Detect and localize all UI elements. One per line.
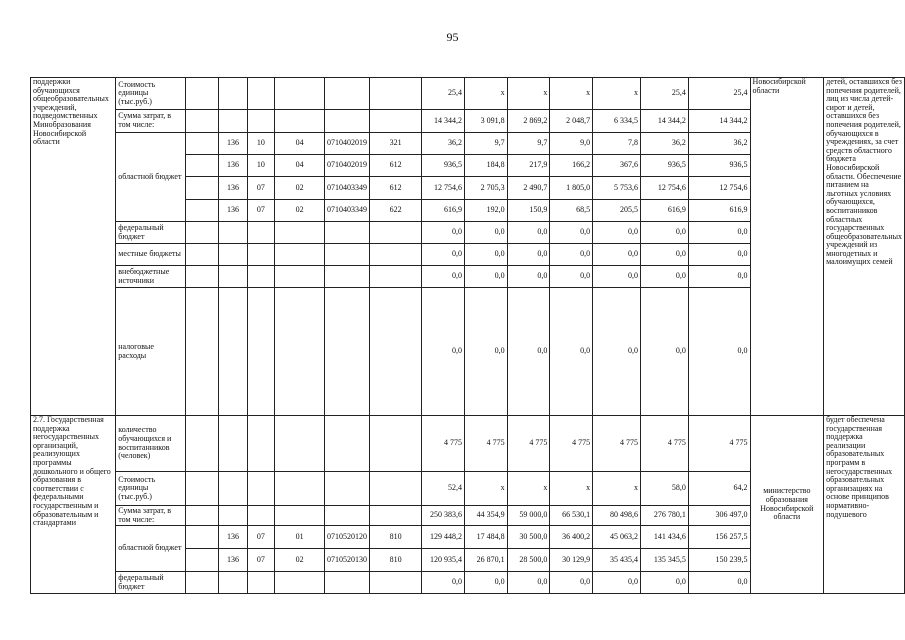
grbs-cell: 136 [219,549,247,572]
empty-cell [325,110,370,133]
value-cell: 0,0 [507,244,550,266]
value-cell: 156 257,5 [688,526,750,549]
row-label-cell: федеральный бюджет [116,222,186,244]
empty-cell [370,78,422,110]
value-cell: 12 754,6 [641,177,689,200]
value-cell: 36,2 [688,133,750,155]
value-cell: x [464,472,507,506]
empty-cell [186,472,219,506]
value-cell: 306 497,0 [688,506,750,526]
value-cell: 4 775 [422,416,465,472]
rz-cell: 07 [247,200,275,222]
table-row [31,416,905,472]
value-cell: 0,0 [464,222,507,244]
empty-cell [247,266,275,288]
empty-cell [370,288,422,416]
value-cell: 0,0 [422,266,465,288]
value-cell: 936,5 [422,155,465,177]
row-label-cell: федеральный бюджет [116,572,186,594]
value-cell: 150 239,5 [688,549,750,572]
csr-cell: 0710402019 [325,133,370,155]
value-cell: 7,8 [593,133,641,155]
value-cell: 58,0 [641,472,689,506]
value-cell: 2 869,2 [507,110,550,133]
rz-cell: 10 [247,155,275,177]
value-cell: 1 805,0 [550,177,593,200]
empty-cell [325,506,370,526]
empty-cell [370,266,422,288]
row-label-cell: Стоимость единицы (тыс.руб.) [116,472,186,506]
row-label-cell: местные бюджеты [116,244,186,266]
value-cell: 30 129,9 [550,549,593,572]
value-cell: x [507,472,550,506]
row-label-cell: количество обучающихся и воспитанников (человек) [116,416,186,472]
executor-cell: Новосибирской области [750,78,824,416]
empty-cell [370,222,422,244]
empty-cell [275,244,325,266]
value-cell: 0,0 [593,244,641,266]
empty-cell [219,244,247,266]
row-label-cell: внебюджетные источники [116,266,186,288]
empty-cell [247,222,275,244]
row-label-cell: Сумма затрат, в том числе: [116,506,186,526]
empty-cell [275,288,325,416]
value-cell: 0,0 [688,266,750,288]
value-cell: 14 344,2 [688,110,750,133]
value-cell: 2 490,7 [507,177,550,200]
value-cell: 36 400,2 [550,526,593,549]
vr-cell: 810 [370,549,422,572]
value-cell: 0,0 [641,572,689,594]
value-cell: 184,8 [464,155,507,177]
empty-cell [186,78,219,110]
value-cell: 35 435,4 [593,549,641,572]
value-cell: x [593,472,641,506]
program-table [30,77,905,594]
executor-cell: министерство образования Новосибирской области [750,416,824,594]
empty-cell [325,78,370,110]
vr-cell: 612 [370,177,422,200]
value-cell: 2 705,3 [464,177,507,200]
value-cell: 936,5 [641,155,689,177]
value-cell: 616,9 [641,200,689,222]
grbs-cell: 136 [219,133,247,155]
empty-cell [325,572,370,594]
pr-cell: 04 [275,155,325,177]
rz-cell: 07 [247,549,275,572]
value-cell: x [550,78,593,110]
value-cell: 205,5 [593,200,641,222]
value-cell: 616,9 [688,200,750,222]
grbs-cell: 136 [219,200,247,222]
empty-cell [275,472,325,506]
pr-cell: 04 [275,133,325,155]
empty-cell [325,244,370,266]
empty-cell [325,266,370,288]
value-cell: 4 775 [593,416,641,472]
result-cell: будет обеспечена государственная поддержка реализации образовательных программ в негосударственных образовательных организациях на основе принципов нормативно-подушевого [824,416,905,594]
value-cell: 28 500,0 [507,549,550,572]
value-cell: 14 344,2 [641,110,689,133]
empty-cell [247,110,275,133]
vr-cell: 321 [370,133,422,155]
value-cell: 0,0 [464,572,507,594]
value-cell: x [507,78,550,110]
csr-cell: 0710403349 [325,177,370,200]
value-cell: 4 775 [464,416,507,472]
empty-cell [325,222,370,244]
empty-cell [186,549,219,572]
vr-cell: 810 [370,526,422,549]
value-cell: 0,0 [641,244,689,266]
rz-cell: 07 [247,526,275,549]
empty-cell [186,222,219,244]
vr-cell: 622 [370,200,422,222]
program-name-cell: 2.7. Государственная поддержка негосударственных организаций, реализующих программы дошкольного и общего образования в соответствии с федеральными государственным и образовательным и стандартами [31,416,116,594]
value-cell: 616,9 [422,200,465,222]
value-cell: x [550,472,593,506]
value-cell: 9,7 [507,133,550,155]
program-name-cell: поддержки обучающихся общеобразовательных учреждений, подведомственных Минобразования Новосибирской области [31,78,116,416]
value-cell: 0,0 [593,222,641,244]
pr-cell: 02 [275,177,325,200]
empty-cell [219,416,247,472]
value-cell: 52,4 [422,472,465,506]
value-cell: 0,0 [507,266,550,288]
empty-cell [186,110,219,133]
value-cell: 80 498,6 [593,506,641,526]
value-cell: 0,0 [550,288,593,416]
result-cell: детей, оставшихся без попечения родителей, лиц из числа детей-сирот и детей, оставшихся без попечения родителей, обучающихся в учреждениях, за счет средств областного бюджета Новосибирской области. Обеспечение питанием на льготных условиях обучающихся, воспитанников областных государственных общеобразовательных учреждений из многодетных и малоимущих семей [824,78,905,416]
value-cell: 0,0 [550,572,593,594]
empty-cell [219,472,247,506]
empty-cell [186,244,219,266]
value-cell: 0,0 [507,572,550,594]
table-body [31,78,905,594]
row-label-cell: налоговые расходы [116,288,186,416]
empty-cell [275,572,325,594]
pr-cell: 02 [275,549,325,572]
empty-cell [370,416,422,472]
value-cell: 4 775 [550,416,593,472]
empty-cell [186,200,219,222]
value-cell: 0,0 [688,244,750,266]
value-cell: 45 063,2 [593,526,641,549]
row-label-cell: областной бюджет [116,526,186,572]
empty-cell [186,177,219,200]
csr-cell: 0710520120 [325,526,370,549]
value-cell: 120 935,4 [422,549,465,572]
value-cell: 0,0 [422,572,465,594]
value-cell: 0,0 [641,222,689,244]
value-cell: 4 775 [641,416,689,472]
empty-cell [219,78,247,110]
rz-cell: 07 [247,177,275,200]
value-cell: 192,0 [464,200,507,222]
value-cell: 4 775 [507,416,550,472]
empty-cell [275,110,325,133]
value-cell: 68,5 [550,200,593,222]
value-cell: 0,0 [688,222,750,244]
value-cell: 66 530,1 [550,506,593,526]
value-cell: 250 383,6 [422,506,465,526]
value-cell: x [464,78,507,110]
empty-cell [370,572,422,594]
empty-cell [219,266,247,288]
pr-cell: 01 [275,526,325,549]
value-cell: 0,0 [422,288,465,416]
value-cell: 0,0 [464,288,507,416]
value-cell: 217,9 [507,155,550,177]
empty-cell [275,266,325,288]
row-label-cell: Сумма затрат, в том числе: [116,110,186,133]
value-cell: 25,4 [641,78,689,110]
empty-cell [247,506,275,526]
value-cell: 36,2 [641,133,689,155]
csr-cell: 0710402019 [325,155,370,177]
grbs-cell: 136 [219,526,247,549]
value-cell: 0,0 [593,572,641,594]
empty-cell [325,416,370,472]
empty-cell [186,155,219,177]
value-cell: 141 434,6 [641,526,689,549]
empty-cell [186,416,219,472]
empty-cell [219,572,247,594]
value-cell: 25,4 [688,78,750,110]
empty-cell [186,506,219,526]
value-cell: x [593,78,641,110]
value-cell: 26 870,1 [464,549,507,572]
empty-cell [247,78,275,110]
value-cell: 64,2 [688,472,750,506]
row-label-cell: Стоимость единицы (тыс.руб.) [116,78,186,110]
empty-cell [247,416,275,472]
empty-cell [219,288,247,416]
value-cell: 4 775 [688,416,750,472]
value-cell: 0,0 [550,244,593,266]
value-cell: 17 484,8 [464,526,507,549]
value-cell: 6 334,5 [593,110,641,133]
value-cell: 5 753,6 [593,177,641,200]
value-cell: 129 448,2 [422,526,465,549]
value-cell: 0,0 [641,288,689,416]
empty-cell [275,416,325,472]
value-cell: 25,4 [422,78,465,110]
value-cell: 2 048,7 [550,110,593,133]
value-cell: 0,0 [507,288,550,416]
empty-cell [247,244,275,266]
value-cell: 0,0 [593,266,641,288]
empty-cell [186,266,219,288]
value-cell: 276 780,1 [641,506,689,526]
empty-cell [370,110,422,133]
empty-cell [325,288,370,416]
value-cell: 0,0 [550,222,593,244]
empty-cell [275,78,325,110]
value-cell: 135 345,5 [641,549,689,572]
value-cell: 9,7 [464,133,507,155]
pr-cell: 02 [275,200,325,222]
table-row [31,78,905,110]
value-cell: 0,0 [464,266,507,288]
value-cell: 14 344,2 [422,110,465,133]
value-cell: 9,0 [550,133,593,155]
page-number: 95 [446,30,459,44]
grbs-cell: 136 [219,177,247,200]
value-cell: 12 754,6 [688,177,750,200]
vr-cell: 612 [370,155,422,177]
empty-cell [247,288,275,416]
empty-cell [370,506,422,526]
empty-cell [370,472,422,506]
value-cell: 44 354,9 [464,506,507,526]
value-cell: 166,2 [550,155,593,177]
csr-cell: 0710403349 [325,200,370,222]
empty-cell [219,506,247,526]
row-label-cell: областной бюджет [116,133,186,222]
empty-cell [219,110,247,133]
empty-cell [275,506,325,526]
empty-cell [275,222,325,244]
grbs-cell: 136 [219,155,247,177]
value-cell: 0,0 [593,288,641,416]
value-cell: 0,0 [464,244,507,266]
value-cell: 30 500,0 [507,526,550,549]
value-cell: 150,9 [507,200,550,222]
value-cell: 0,0 [507,222,550,244]
empty-cell [247,572,275,594]
value-cell: 0,0 [422,222,465,244]
value-cell: 12 754,6 [422,177,465,200]
rz-cell: 10 [247,133,275,155]
empty-cell [247,472,275,506]
csr-cell: 0710520130 [325,549,370,572]
empty-cell [186,288,219,416]
value-cell: 0,0 [688,288,750,416]
value-cell: 0,0 [641,266,689,288]
value-cell: 36,2 [422,133,465,155]
value-cell: 0,0 [422,244,465,266]
value-cell: 936,5 [688,155,750,177]
value-cell: 59 000,0 [507,506,550,526]
value-cell: 0,0 [550,266,593,288]
empty-cell [325,472,370,506]
empty-cell [186,526,219,549]
value-cell: 367,6 [593,155,641,177]
empty-cell [186,133,219,155]
empty-cell [370,244,422,266]
empty-cell [219,222,247,244]
empty-cell [186,572,219,594]
value-cell: 0,0 [688,572,750,594]
value-cell: 3 091,8 [464,110,507,133]
